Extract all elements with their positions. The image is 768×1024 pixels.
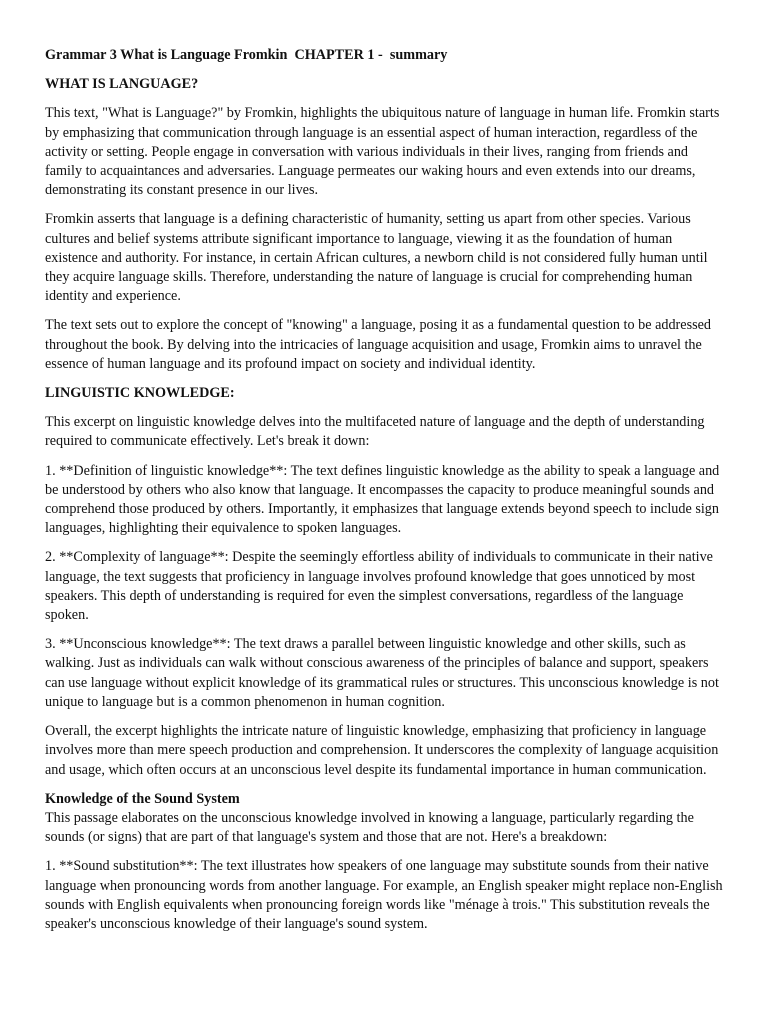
list-item: 2. **Complexity of language**: Despite the seemingly effortless ability of individuals to communicate in their native language, the text suggests that proficiency in language involves profound knowledge that goes unnoticed by most speakers. This depth of understanding is required for even the simplest conversations, regardless of the language spoken. — [45, 549, 713, 624]
paragraph: This passage elaborates on the unconscious knowledge involved in knowing a language, particularly regarding the sounds (or signs) that are part of that language's system and those that are not. Here's a breakdown: — [45, 809, 694, 846]
list-item: 3. **Unconscious knowledge**: The text draws a parallel between linguistic knowledge and other skills, such as walking. Just as individuals can walk without conscious awareness of the principles of balance and support, speakers can use language without explicit knowledge of its grammatical rules or structures. This unconscious knowledge is not unique to language but is a common phenomenon in human cognition. — [45, 636, 719, 710]
paragraph: This excerpt on linguistic knowledge delves into the multifaceted nature of language and the depth of understanding required to communicate effectively. Let's break it down: — [45, 414, 705, 450]
section-heading-linguistic-knowledge: LINGUISTIC KNOWLEDGE: — [45, 385, 235, 402]
list-item: 1. **Definition of linguistic knowledge**: The text defines linguistic knowledge as the ability to speak a language and be understood by others who also know that language. It encompasses the capacity to produce meaningful sounds and comprehend those produced by others. Importantly, it emphasizes that language extends beyond speech to include sign languages, highlighting their equivalence to spoken languages. — [45, 462, 720, 537]
paragraph: Fromkin asserts that language is a defining characteristic of humanity, setting us apart from other species. Various cultures and belief systems attribute significant importance to language, viewing it as the foundation of human existence and authority. For instance, in certain African cultures, a newborn child is not considered fully human until they acquire language skills. Therefore, understanding the nature of language is crucial for comprehending human identity and experience. — [45, 211, 708, 305]
paragraph: The text sets out to explore the concept of "knowing" a language, posing it as a fundamental question to be addressed throughout the book. By delving into the intricacies of language acquisition and usage, Fromkin aims to unravel the essence of human language and its profound impact on society and individual identity. — [45, 317, 712, 372]
section-heading-sound-system: Knowledge of the Sound System — [45, 790, 240, 807]
list-item: 1. **Sound substitution**: The text illustrates how speakers of one language may substitute sounds from their native language when pronouncing words from another language. For example, an English speaker might replace non-English sounds with English equivalents when pronouncing foreign words like "ménage à trois." This substitution reveals the speaker's unconscious knowledge of their language's sound system. — [45, 858, 723, 932]
document-title: Grammar 3 What is Language Fromkin CHAPTER 1 - summary — [45, 47, 448, 63]
paragraph: Overall, the excerpt highlights the intricate nature of linguistic knowledge, emphasizing that proficiency in language involves more than mere speech production and comprehension. It underscores the complexity of language acquisition and usage, which often occurs at an unconscious level despite its fundamental importance in human communication. — [45, 723, 719, 778]
document-page — [45, 46, 725, 944]
paragraph: This text, "What is Language?" by Fromkin, highlights the ubiquitous nature of language in human life. Fromkin starts by emphasizing that communication through language is an essential aspect of human interaction, regardless of the activity or setting. People engage in conversation with various individuals in their lives, ranging from friends and family to acquaintances and adversaries. Language permeates our waking hours and even extends into our dreams, demonstrating its constant presence in our lives. — [45, 105, 720, 199]
section-heading-what-is-language: WHAT IS LANGUAGE? — [45, 76, 199, 93]
